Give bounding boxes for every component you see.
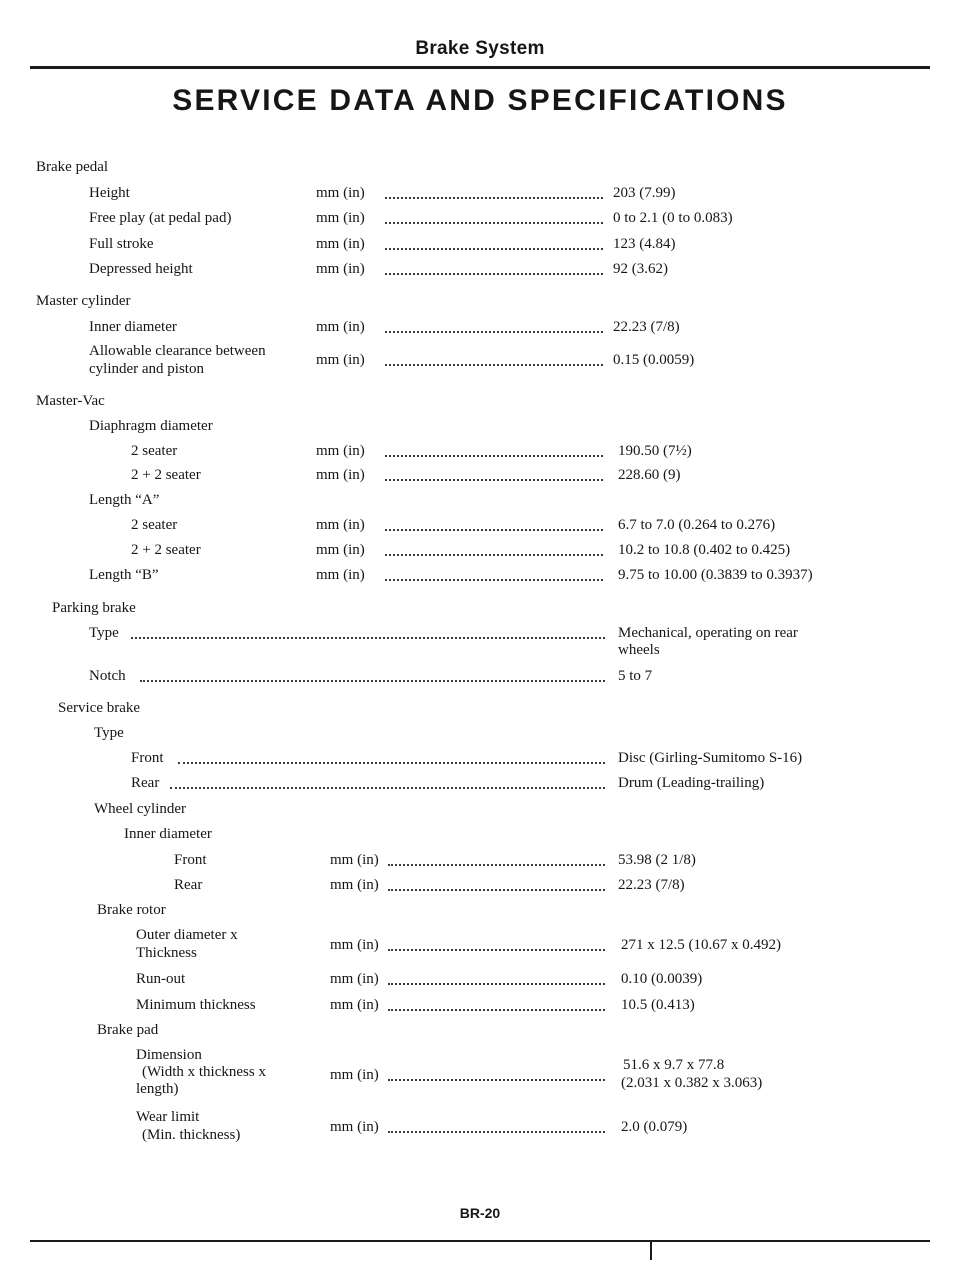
brake-pedal-heading: Brake pedal xyxy=(36,159,109,175)
dot-leader xyxy=(385,360,603,366)
length-a-2plus2-value: 10.2 to 10.8 (0.402 to 0.425) xyxy=(618,542,791,558)
length-b-unit: mm (in) xyxy=(316,567,365,583)
parking-notch-value: 5 to 7 xyxy=(618,668,653,684)
dot-leader xyxy=(385,575,603,581)
pad-wear-label-2: (Min. thickness) xyxy=(142,1127,241,1143)
length-a-2plus2-label: 2 + 2 seater xyxy=(131,542,201,558)
dot-leader xyxy=(388,1127,605,1133)
rotor-min-thickness-unit: mm (in) xyxy=(330,997,379,1013)
pad-dimension-value-1: 51.6 x 9.7 x 77.8 xyxy=(623,1057,725,1073)
mc-clearance-value: 0.15 (0.0059) xyxy=(613,352,695,368)
pedal-height-value: 203 (7.99) xyxy=(613,185,676,201)
mc-inner-diameter-value: 22.23 (7/8) xyxy=(613,319,680,335)
footer-rule xyxy=(30,1240,930,1242)
service-rear-label: Rear xyxy=(131,775,160,791)
dot-leader xyxy=(385,475,603,481)
length-a-2seater-unit: mm (in) xyxy=(316,517,365,533)
dot-leader xyxy=(388,1005,605,1011)
pad-wear-unit: mm (in) xyxy=(330,1119,379,1135)
wc-front-unit: mm (in) xyxy=(330,852,379,868)
dot-leader xyxy=(385,269,603,275)
diaphragm-label: Diaphragm diameter xyxy=(89,418,213,434)
mc-inner-diameter-label: Inner diameter xyxy=(89,319,177,335)
dot-leader xyxy=(178,758,605,764)
parking-type-value-2: wheels xyxy=(618,642,660,658)
dot-leader xyxy=(140,676,605,682)
length-a-2plus2-unit: mm (in) xyxy=(316,542,365,558)
pedal-depressed-value: 92 (3.62) xyxy=(613,261,668,277)
dot-leader xyxy=(388,945,605,951)
pedal-freeplay-value: 0 to 2.1 (0 to 0.083) xyxy=(613,210,733,226)
dot-leader xyxy=(388,860,605,866)
pad-wear-value: 2.0 (0.079) xyxy=(621,1119,688,1135)
rotor-runout-value: 0.10 (0.0039) xyxy=(621,971,703,987)
parking-notch-label: Notch xyxy=(89,668,126,684)
pedal-depressed-label: Depressed height xyxy=(89,261,193,277)
dot-leader xyxy=(170,783,605,789)
dot-leader xyxy=(385,244,603,250)
length-b-label: Length “B” xyxy=(89,567,159,583)
wheel-cylinder-label: Wheel cylinder xyxy=(94,801,187,817)
parking-brake-heading: Parking brake xyxy=(52,600,136,616)
footer-tick xyxy=(650,1240,652,1260)
rotor-runout-unit: mm (in) xyxy=(330,971,379,987)
pad-dimension-unit: mm (in) xyxy=(330,1067,379,1083)
dot-leader xyxy=(388,885,605,891)
pedal-fullstroke-value: 123 (4.84) xyxy=(613,236,676,252)
section-header: Brake System xyxy=(415,38,545,59)
diaphragm-2seater-unit: mm (in) xyxy=(316,443,365,459)
page-title: SERVICE DATA AND SPECIFICATIONS xyxy=(172,84,788,117)
diaphragm-2seater-label: 2 seater xyxy=(131,443,178,459)
wc-rear-unit: mm (in) xyxy=(330,877,379,893)
service-brake-heading: Service brake xyxy=(58,700,141,716)
dot-leader xyxy=(385,525,603,531)
pedal-fullstroke-label: Full stroke xyxy=(89,236,154,252)
parking-type-value-1: Mechanical, operating on rear xyxy=(618,625,798,641)
rotor-runout-label: Run-out xyxy=(136,971,186,987)
service-front-label: Front xyxy=(131,750,164,766)
page-number: BR-20 xyxy=(459,1205,501,1221)
master-vac-heading: Master-Vac xyxy=(36,393,105,409)
dot-leader xyxy=(385,218,603,224)
wc-inner-diameter-label: Inner diameter xyxy=(124,826,212,842)
wc-front-label: Front xyxy=(174,852,207,868)
pad-dimension-label-1: Dimension xyxy=(136,1047,202,1063)
wc-rear-value: 22.23 (7/8) xyxy=(618,877,685,893)
rotor-outer-label-1: Outer diameter x xyxy=(136,927,238,943)
brake-rotor-label: Brake rotor xyxy=(97,902,166,918)
brake-pad-label: Brake pad xyxy=(97,1022,159,1038)
master-cylinder-heading: Master cylinder xyxy=(36,293,131,309)
dot-leader xyxy=(388,979,605,985)
rotor-outer-label-2: Thickness xyxy=(136,945,197,961)
pedal-freeplay-unit: mm (in) xyxy=(316,210,365,226)
dot-leader xyxy=(131,633,605,639)
pad-dimension-label-3: length) xyxy=(136,1081,179,1097)
pedal-fullstroke-unit: mm (in) xyxy=(316,236,365,252)
mc-clearance-unit: mm (in) xyxy=(316,352,365,368)
diaphragm-2seater-value: 190.50 (7½) xyxy=(618,443,692,459)
mc-clearance-label-2: cylinder and piston xyxy=(89,361,204,377)
pad-wear-label-1: Wear limit xyxy=(136,1109,200,1125)
dot-leader xyxy=(385,550,603,556)
length-a-2seater-label: 2 seater xyxy=(131,517,178,533)
dot-leader xyxy=(385,327,603,333)
pedal-freeplay-label: Free play (at pedal pad) xyxy=(89,210,232,226)
pedal-height-label: Height xyxy=(89,185,130,201)
length-b-value: 9.75 to 10.00 (0.3839 to 0.3937) xyxy=(618,567,813,583)
dot-leader xyxy=(385,451,603,457)
rotor-min-thickness-value: 10.5 (0.413) xyxy=(621,997,695,1013)
length-a-2seater-value: 6.7 to 7.0 (0.264 to 0.276) xyxy=(618,517,776,533)
header-rule xyxy=(30,66,930,69)
wc-front-value: 53.98 (2 1/8) xyxy=(618,852,696,868)
diaphragm-2plus2-unit: mm (in) xyxy=(316,467,365,483)
rotor-outer-value: 271 x 12.5 (10.67 x 0.492) xyxy=(621,937,781,953)
service-front-value: Disc (Girling-Sumitomo S-16) xyxy=(618,750,803,766)
mc-inner-diameter-unit: mm (in) xyxy=(316,319,365,335)
service-type-label: Type xyxy=(94,725,124,741)
rotor-min-thickness-label: Minimum thickness xyxy=(136,997,256,1013)
diaphragm-2plus2-label: 2 + 2 seater xyxy=(131,467,201,483)
pad-dimension-label-2: (Width x thickness x xyxy=(142,1064,266,1080)
parking-type-label: Type xyxy=(89,625,119,641)
pedal-depressed-unit: mm (in) xyxy=(316,261,365,277)
rotor-outer-unit: mm (in) xyxy=(330,937,379,953)
service-rear-value: Drum (Leading-trailing) xyxy=(618,775,765,791)
dot-leader xyxy=(385,193,603,199)
pad-dimension-value-2: (2.031 x 0.382 x 3.063) xyxy=(621,1075,763,1091)
dot-leader xyxy=(388,1075,605,1081)
pedal-height-unit: mm (in) xyxy=(316,185,365,201)
wc-rear-label: Rear xyxy=(174,877,203,893)
mc-clearance-label-1: Allowable clearance between xyxy=(89,343,266,359)
diaphragm-2plus2-value: 228.60 (9) xyxy=(618,467,681,483)
length-a-label: Length “A” xyxy=(89,492,160,508)
